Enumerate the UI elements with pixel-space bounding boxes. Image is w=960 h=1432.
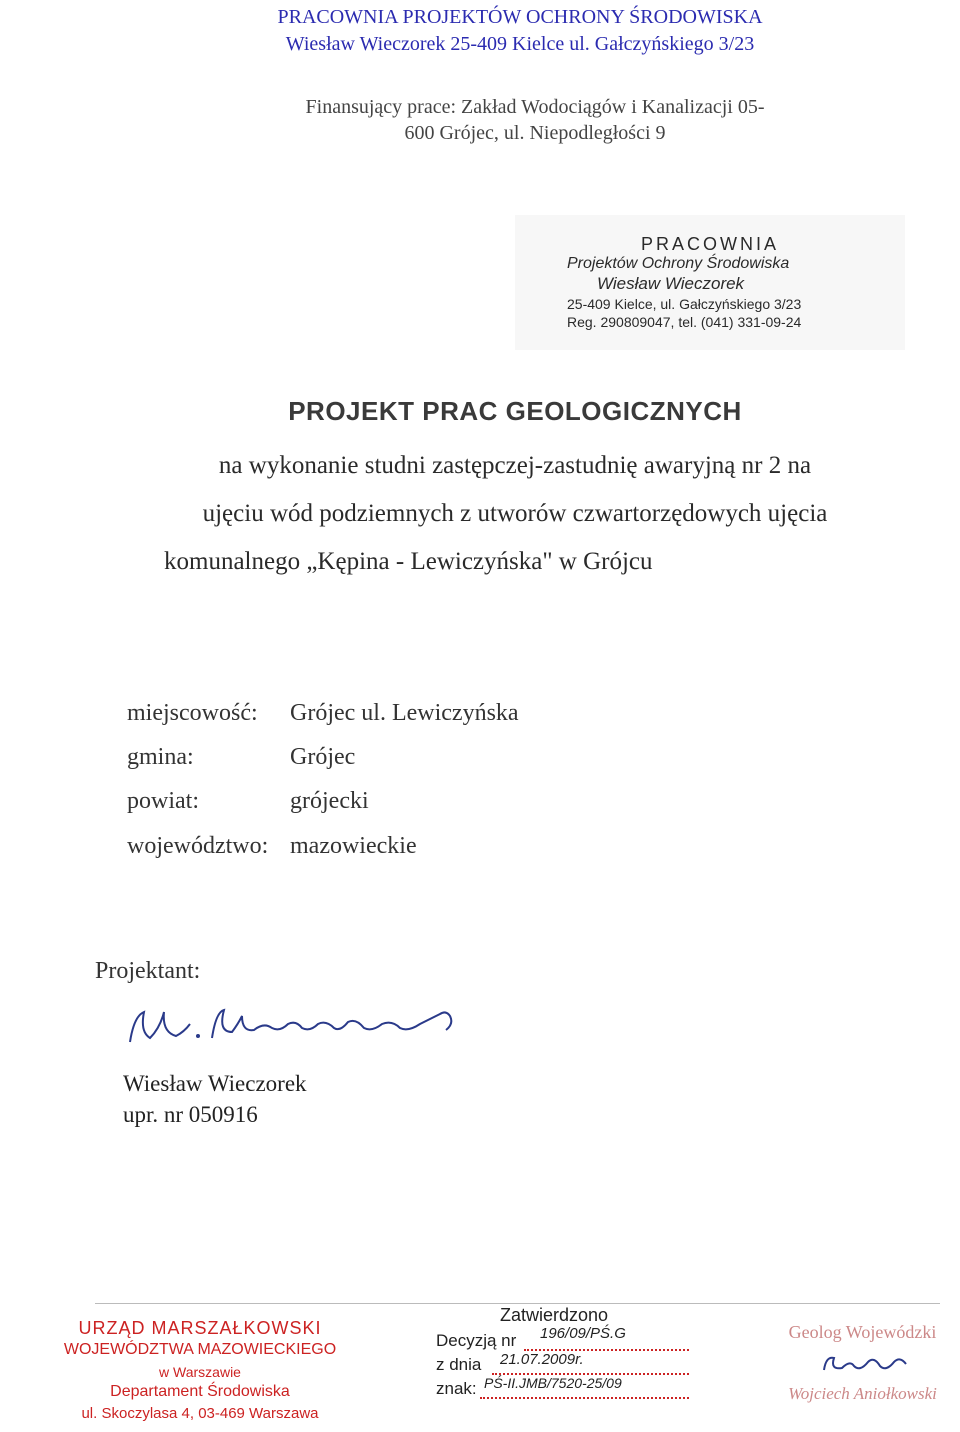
divider	[95, 1303, 940, 1304]
company-stamp	[515, 215, 905, 350]
company-stamp-line: Wiesław Wieczorek	[597, 274, 745, 293]
company-stamp-line: Reg. 290809047, tel. (041) 331-09-24	[567, 314, 802, 330]
location-label: gmina:	[127, 744, 194, 770]
dotted-line	[480, 1397, 689, 1399]
approval-stamp	[430, 1305, 695, 1405]
financing-line-2: 600 Grójec, ul. Niepodległości 9	[404, 122, 666, 144]
designer-license: upr. nr 050916	[123, 1102, 258, 1127]
designer-signature	[120, 1002, 550, 1054]
company-stamp-line: 25-409 Kielce, ul. Gałczyńskiego 3/23	[567, 296, 802, 312]
location-label: województwo:	[127, 833, 269, 859]
reference-label: znak:	[436, 1379, 477, 1398]
office-stamp-line: ul. Skoczylasa 4, 03-469 Warszawa	[81, 1405, 319, 1422]
designer-label: Projektant:	[95, 958, 201, 984]
geologist-signature	[820, 1350, 920, 1378]
geologist-name: Wojciech Aniołkowski	[788, 1384, 937, 1403]
decision-value: 196/09/PŚ.G	[540, 1325, 626, 1342]
location-value: mazowieckie	[290, 833, 417, 859]
decision-label: Decyzją nr	[436, 1331, 517, 1350]
project-subtitle-line: ujęciu wód podziemnych z utworów czwartorzędowych ujęcia	[202, 500, 828, 527]
approval-title: Zatwierdzono	[500, 1305, 609, 1325]
reference-value: PŚ-II.JMB/7520-25/09	[484, 1375, 622, 1391]
firm-name: PRACOWNIA PROJEKTÓW OCHRONY ŚRODOWISKA	[277, 6, 763, 28]
date-value: 21.07.2009r.	[500, 1351, 584, 1368]
company-stamp-line: Projektów Ochrony Środowiska	[567, 255, 790, 272]
geologist-title: Geolog Wojewódzki	[788, 1322, 937, 1342]
location-value: Grójec	[290, 744, 356, 770]
firm-address: Wiesław Wieczorek 25-409 Kielce ul. Gałczyńskiego 3/23	[285, 33, 755, 55]
office-stamp-line: Departament Środowiska	[110, 1383, 290, 1400]
location-label: powiat:	[127, 788, 199, 814]
designer-name: Wiesław Wieczorek	[123, 1071, 307, 1096]
project-title: PROJEKT PRAC GEOLOGICZNYCH	[288, 396, 742, 426]
location-value: Grójec ul. Lewiczyńska	[290, 700, 519, 726]
date-label: z dnia	[436, 1355, 482, 1374]
project-subtitle-line: komunalnego „Kępina - Lewiczyńska" w Grójcu	[164, 548, 653, 575]
company-stamp-line: PRACOWNIA	[640, 234, 779, 254]
geologist-stamp	[770, 1322, 955, 1412]
project-subtitle-line: na wykonanie studni zastępczej-zastudnię awaryjną nr 2 na	[218, 452, 812, 479]
office-stamp	[35, 1318, 365, 1428]
financing-line-1: Finansujący prace: Zakład Wodociągów i Kanalizacji 05-	[305, 96, 765, 118]
office-stamp-line: URZĄD MARSZAŁKOWSKI	[78, 1318, 322, 1338]
location-label: miejscowość:	[127, 700, 258, 726]
office-stamp-line: w Warszawie	[159, 1364, 241, 1380]
location-value: grójecki	[290, 788, 369, 814]
office-stamp-line: WOJEWÓDZTWA MAZOWIECKIEGO	[63, 1341, 337, 1358]
